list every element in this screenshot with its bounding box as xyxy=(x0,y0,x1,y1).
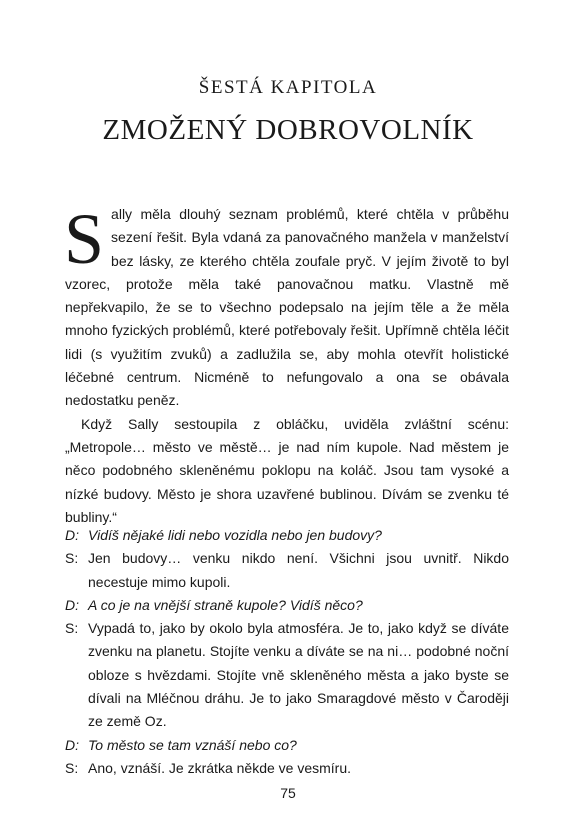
speaker-label: S: xyxy=(65,620,79,637)
chapter-label: ŠESTÁ KAPITOLA xyxy=(198,77,378,98)
utterance: Ano, vznáší. Je zkrátka někde ve vesmíru. xyxy=(88,759,352,776)
speaker-label: S: xyxy=(65,759,79,776)
page-number: 75 xyxy=(280,785,296,801)
dialogue xyxy=(65,524,509,780)
speaker-label: D: xyxy=(65,527,79,543)
paragraph-1 xyxy=(64,199,509,413)
dialogue-line xyxy=(65,547,509,594)
dialogue-line xyxy=(65,524,509,547)
utterance: To město se tam vznáší nebo co? xyxy=(88,736,297,753)
drop-cap: S xyxy=(64,199,105,279)
utterance: A co je na vnější straně kupole? Vidíš něco? xyxy=(88,596,363,613)
utterance: Vidíš nějaké lidi nebo vozidla nebo jen budovy? xyxy=(88,527,382,543)
paragraph-1-text: ally měla dlouhý seznam problémů, které chtěla v průběhu sezení řešit. Byla vdaná za panovačného manžela v manželství bez lásky, ze kterého chtěla zoufale pryč. V jejím životě to byl vzorec, protože měla také panovačnou matku. Vlastně mě nepřekvapilo, že se to všechno podepsalo na jejím těle a že měla mnoho fyzických problémů, které potřebovaly řešit. Upřímně chtěla léčit lidi (s využitím zvuků) a zadlužila se, aby mohla otevřít holistické léčebné centrum. Nicméně to nefungovalo a ona se obávala nedostatku peněz. xyxy=(65,206,509,409)
utterance: Jen budovy… venku nikdo není. Všichni jsou uvnitř. Nikdo necestuje mimo kupoli. xyxy=(88,550,509,590)
speaker-label: S: xyxy=(65,550,79,567)
dialogue-line xyxy=(65,594,509,617)
paragraph-2: Když Sally sestoupila z obláčku, uviděla zvláštní scénu: „Metropole… město ve městě… je nad ním kupole. Nad městem je něco podobného skleněnému poklopu na koláč. Jsou tam vysoké a nízké budovy. Město je shora uzavřené bublinou. Dívám se zvenku té bubliny.“ xyxy=(65,415,509,525)
utterance: Vypadá to, jako by okolo byla atmosféra. Je to, jako když se díváte zvenku na planetu. Stojíte venku a díváte se na ni… podobné noční obloze s hvězdami. Stojíte vně skleněného města a jako byste se dívali na Mléčnou dráhu. Je to jako Smaragdové město v Čaroději ze země Oz. xyxy=(88,620,509,730)
speaker-label: D: xyxy=(65,736,79,753)
chapter-title: ZMOŽENÝ DOBROVOLNÍK xyxy=(102,114,474,146)
dialogue-line xyxy=(65,757,509,780)
dialogue-line xyxy=(65,734,509,757)
dialogue-line xyxy=(65,617,509,733)
speaker-label: D: xyxy=(65,596,79,613)
body-text xyxy=(64,199,509,529)
